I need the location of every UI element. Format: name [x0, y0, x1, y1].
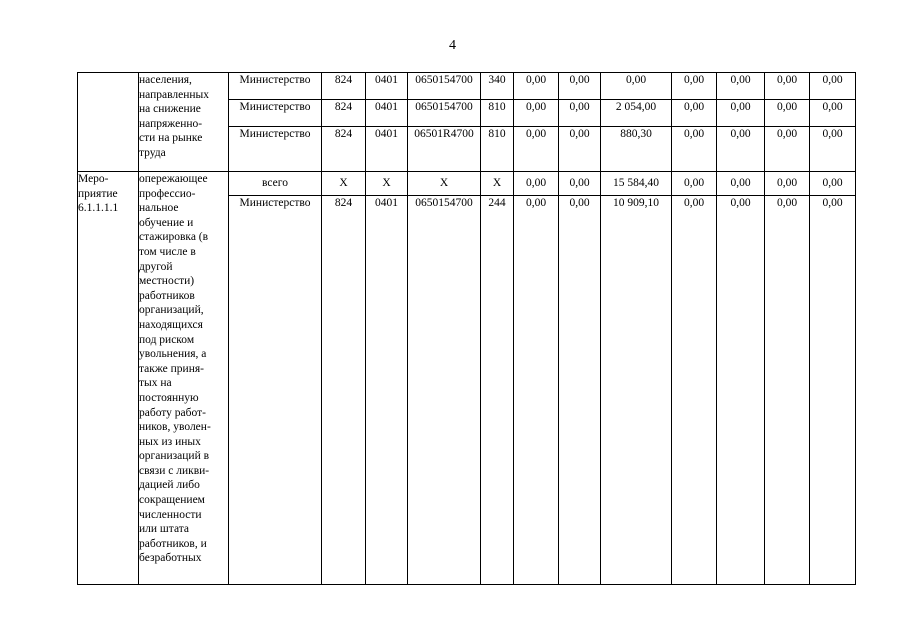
value-cell: 0,00: [765, 100, 810, 127]
activity-label-cell: Меро- приятие 6.1.1.1.1: [78, 172, 139, 585]
value-cell: 10 909,10: [601, 196, 672, 585]
value-cell: 0,00: [765, 196, 810, 585]
executor-cell: Министерство: [229, 127, 322, 172]
value-cell: 0,00: [672, 196, 717, 585]
value-cell: 0,00: [810, 127, 856, 172]
value-cell: 0,00: [765, 73, 810, 100]
value-cell: 0,00: [672, 73, 717, 100]
rzpr-cell: 0401: [366, 73, 408, 100]
vr-cell: Х: [481, 172, 514, 196]
value-cell: 0,00: [601, 73, 672, 100]
vr-cell: 244: [481, 196, 514, 585]
value-cell: 0,00: [514, 196, 559, 585]
page-number: 4: [449, 38, 456, 53]
value-cell: 0,00: [717, 127, 765, 172]
vr-cell: 810: [481, 127, 514, 172]
csr-cell: 0650154700: [408, 73, 481, 100]
executor-cell: Министерство: [229, 73, 322, 100]
csr-cell: Х: [408, 172, 481, 196]
value-cell: 0,00: [765, 172, 810, 196]
grbs-cell: 824: [322, 73, 366, 100]
table-row: [78, 172, 856, 196]
table-row: [78, 73, 856, 100]
budget-table: [77, 72, 856, 585]
value-cell: 0,00: [717, 196, 765, 585]
grbs-cell: 824: [322, 196, 366, 585]
csr-cell: 0650154700: [408, 100, 481, 127]
grbs-cell: 824: [322, 100, 366, 127]
activity-label-cell: [78, 73, 139, 172]
value-cell: 0,00: [514, 100, 559, 127]
rzpr-cell: 0401: [366, 100, 408, 127]
rzpr-cell: 0401: [366, 196, 408, 585]
value-cell: 0,00: [672, 100, 717, 127]
vr-cell: 340: [481, 73, 514, 100]
vr-cell: 810: [481, 100, 514, 127]
rzpr-cell: 0401: [366, 127, 408, 172]
rzpr-cell: Х: [366, 172, 408, 196]
executor-cell: Министерство: [229, 100, 322, 127]
activity-name-cell: населения, направленных на снижение напряженно- сти на рынке труда: [139, 73, 229, 172]
value-cell: 0,00: [810, 73, 856, 100]
value-cell: 0,00: [559, 73, 601, 100]
value-cell: 0,00: [810, 100, 856, 127]
value-cell: 0,00: [717, 100, 765, 127]
value-cell: 2 054,00: [601, 100, 672, 127]
value-cell: 0,00: [765, 127, 810, 172]
grbs-cell: Х: [322, 172, 366, 196]
executor-cell: Министерство: [229, 196, 322, 585]
activity-name-cell: опережающее профессио- нальное обучение и стажировка (в том числе в другой местности) работников организаций, находящихся под риском увольнения, а также приня- тых на постоянную работу работ- ников, уволен- ных из иных организаций в связи с ликви- дацией либо сокращением численности или штата работников, и безработных: [139, 172, 229, 585]
value-cell: 0,00: [717, 73, 765, 100]
value-cell: 15 584,40: [601, 172, 672, 196]
value-cell: 0,00: [717, 172, 765, 196]
value-cell: 880,30: [601, 127, 672, 172]
value-cell: 0,00: [559, 127, 601, 172]
value-cell: 0,00: [559, 100, 601, 127]
grbs-cell: 824: [322, 127, 366, 172]
value-cell: 0,00: [810, 196, 856, 585]
executor-cell: всего: [229, 172, 322, 196]
value-cell: 0,00: [514, 172, 559, 196]
value-cell: 0,00: [514, 73, 559, 100]
value-cell: 0,00: [559, 196, 601, 585]
value-cell: 0,00: [672, 172, 717, 196]
csr-cell: 0650154700: [408, 196, 481, 585]
csr-cell: 06501R4700: [408, 127, 481, 172]
value-cell: 0,00: [672, 127, 717, 172]
value-cell: 0,00: [514, 127, 559, 172]
value-cell: 0,00: [559, 172, 601, 196]
value-cell: 0,00: [810, 172, 856, 196]
